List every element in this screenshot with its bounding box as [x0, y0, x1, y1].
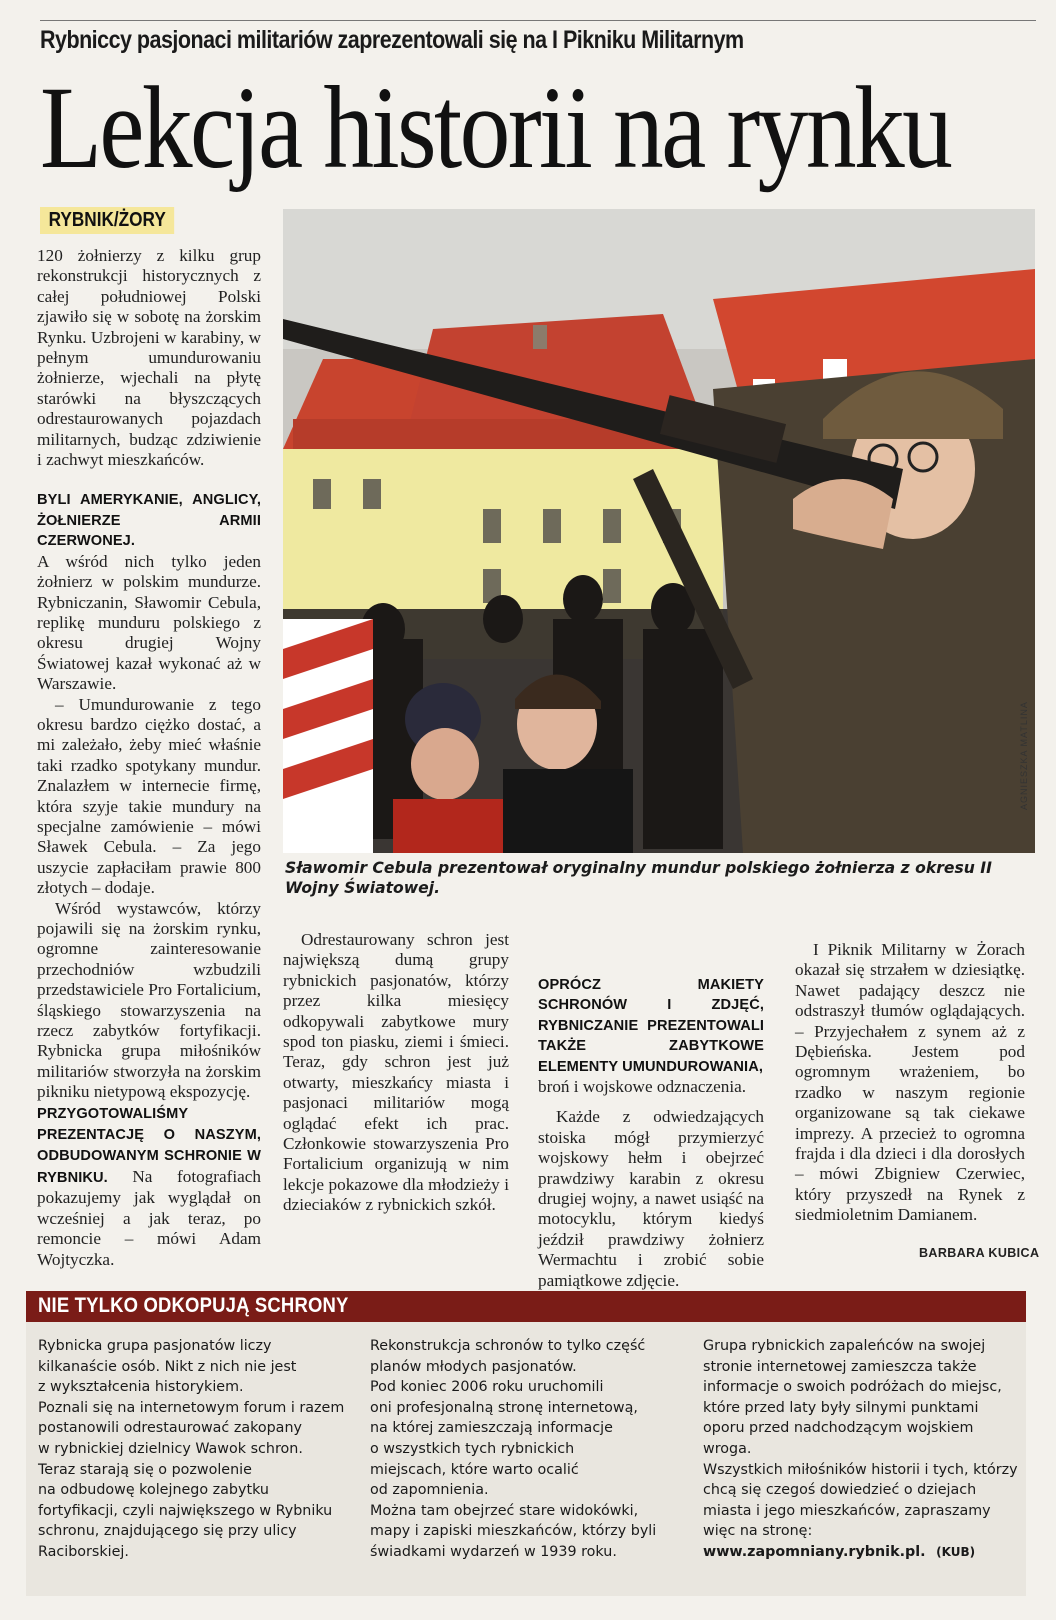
sidebar-line: miejscach, które warto ocalić — [370, 1461, 579, 1478]
website-link[interactable]: www.zapomniany.rybnik.pl. — [703, 1543, 926, 1560]
article-photo — [283, 209, 1035, 853]
body-paragraph: Odrestaurowany schron jest największą dumą grupy rybnickich pasjonatów, którzy przez kilka miesięcy odkopywali zabytkowe mury spod ton piasku, ziemi i śmieci. Teraz, gdy schron jest już otwarty, mieszkańcy miasta i pasjonaci militariów mogą oglądać efekt ich prac. Członkowie stowarzyszenia Pro Fortalicium organizują w nim lekcje pokazowe dla młodzieży i dzieciaków z rybnickich szkół. — [283, 930, 509, 1215]
author-byline: BARBARA KUBICA — [919, 1246, 1040, 1260]
sidebar-line: schronu, znajdującego się przy ulicy — [38, 1523, 297, 1540]
article-column-1 — [37, 246, 261, 1270]
sidebar-line: Teraz starają się o pozwolenie — [38, 1461, 252, 1478]
sidebar-line: oporu przed nadchodzącym wojskiem — [703, 1420, 974, 1437]
article-column-4 — [795, 940, 1025, 1226]
sidebar-line: miasta i jego mieszkańców, zapraszamy — [703, 1502, 991, 1519]
sidebar-line: więc na stronę: — [703, 1523, 813, 1540]
page-title: Lekcja historii na rynku — [40, 62, 951, 193]
top-rule — [40, 20, 1036, 21]
sidebar-line: mapy i zapiski mieszkańców, którzy byli — [370, 1523, 657, 1540]
sidebar-line: na której zamieszczają informacje — [370, 1420, 613, 1437]
body-paragraph: Każde z odwiedzających stoiska mógł przymierzyć wojskowy hełm i obejrzeć prawdziwy karabin z okresu drugiej wojny, a nawet usiąść na motocyklu, którym kiedyś jeździł prawdziwy żołnierz Wermachtu i zrobić sobie pamiątkowe zdjęcie. — [538, 1107, 764, 1290]
location-tag: RYBNIK/ŻORY — [40, 207, 174, 234]
sidebar-line: postanowili odrestaurować zakopany — [38, 1420, 302, 1437]
subhead: BYLI AMERYKANIE, ANGLICY, ŻOŁNIERZE ARMII CZERWONEJ. — [37, 492, 261, 550]
sidebar-line: Wszystkich miłośników historii i tych, którzy — [703, 1461, 1018, 1478]
photo-credit: AGNIESZKA MATLINA — [1019, 701, 1029, 810]
sidebar-signature: (KUB) — [936, 1544, 976, 1559]
sidebar-line: Rybnicka grupa pasjonatów liczy — [38, 1338, 272, 1354]
body-paragraph: Na fotografiach pokazujemy jak wyglądał on wcześniej a jak teraz, po remoncie – mówi Adam Wojtyczka. — [37, 1166, 261, 1269]
sidebar-url-line — [703, 1542, 1018, 1563]
article-column-2 — [283, 930, 509, 1216]
sidebar-line: o wszystkich tych rybnickich — [370, 1440, 575, 1457]
body-paragraph: broń i wojskowe odznaczenia. — [538, 1077, 747, 1097]
sidebar-box-title: NIE TYLKO ODKOPUJĄ SCHRONY — [38, 1294, 349, 1317]
photo-illustration — [283, 209, 1035, 853]
body-paragraph: A wśród nich tylko jeden żołnierz w polskim mundurze. Rybniczanin, Sławomir Cebula, replikę munduru polskiego z okresu drugiej Wojny Światowej kazał wykonać aż w Warszawie. — [37, 551, 261, 694]
sidebar-line: Pod koniec 2006 roku uruchomili — [370, 1379, 604, 1396]
sidebar-line: informacje o swoich podróżach do miejsc, — [703, 1379, 1002, 1396]
sidebar-line: z wykształcenia historykiem. — [38, 1379, 244, 1396]
sidebar-line: Raciborskiej. — [38, 1543, 129, 1560]
sidebar-line: kilkanaście osób. Nikt z nich nie jest — [38, 1358, 297, 1375]
subhead: OPRÓCZ MAKIETY SCHRONÓW I ZDJĘĆ, RYBNICZANIE PREZENTOWALI TAKŻE ZABYTKOWE ELEMENTY UMUNDUROWANIA, — [538, 977, 764, 1075]
body-paragraph: I Piknik Militarny w Żorach okazał się strzałem w dziesiątkę. Nawet padający deszcz nie odstraszył tłumów oglądających. – Przyjechałem z synem aż z Dębieńska. Jestem pod ogromnym wrażeniem, bo rzadko w naszym regionie organizowane są tak ciekawe imprezy. A przecież to ogromna frajda i dla dzieci i dla dorosłych – mówi Zbigniew Czerwiec, który przyszedł na Rynek z siedmioletnim Damianem. — [795, 940, 1025, 1225]
subhead: PRZYGOTOWALIŚMY PREZENTACJĘ O NASZYM, ODBUDOWANYM SCHRONIE W RYBNIKU. — [37, 1105, 261, 1186]
sidebar-line: od zapomnienia. — [370, 1482, 489, 1499]
sidebar-line: które przed laty były silnymi punktami — [703, 1399, 979, 1416]
sidebar-line: stronie internetowej zamieszcza także — [703, 1358, 977, 1375]
body-paragraph: – Umundurowanie z tego okresu bardzo ciężko dostać, a mi zależało, żeby mieć właśnie taki rzadko spotykany mundur. Znalazłem w internecie firmę, która szyje takie mundury na specjalne zamówienie – mówi Sławek Cebula. – Za jego uszycie zapłaciłam prawie 800 złotych – dodaje. — [37, 694, 261, 898]
sidebar-line: wroga. — [703, 1440, 752, 1457]
lead-paragraph: 120 żołnierzy z kilku grup rekonstrukcji historycznych z całej południowej Polski zjawiło się w sobotę na żorskim Rynku. Uzbrojeni w karabiny, w pełnym umundurowaniu żołnierze, wjechali na płytę starówki na błyszczących odrestaurowanych pojazdach militarnych, budząc zdziwienie i zachwyt mieszkańców. — [37, 246, 261, 470]
sidebar-line: Poznali się na internetowym forum i razem — [38, 1399, 345, 1416]
sidebar-line: Rekonstrukcja schronów to tylko część — [370, 1338, 646, 1354]
sidebar-column-2 — [370, 1336, 656, 1563]
sidebar-line: chcą się czegoś dowiedzieć o dziejach — [703, 1482, 977, 1499]
sidebar-column-3 — [703, 1336, 1018, 1563]
sidebar-line: Grupa rybnickich zapaleńców na swojej — [703, 1338, 986, 1354]
article-column-3 — [538, 975, 764, 1291]
sidebar-line: fortyfikacji, czyli największego w Rybniku — [38, 1502, 333, 1519]
sidebar-box-header — [26, 1291, 1026, 1322]
sidebar-line: planów młodych pasjonatów. — [370, 1358, 577, 1375]
sidebar-line: na odbudowę kolejnego zabytku — [38, 1482, 269, 1499]
sidebar-column-1 — [38, 1336, 344, 1563]
photo-caption: Sławomir Cebula prezentował oryginalny mundur polskiego żołnierza z okresu II Wojny Światowej. — [285, 859, 992, 897]
sidebar-line: świadkami wydarzeń w 1939 roku. — [370, 1543, 617, 1560]
body-paragraph: Wśród wystawców, którzy pojawili się na żorskim rynku, ogromne zainteresowanie przechodniów wzbudzili przedstawiciele Pro Fortalicium, śląskiego stowarzyszenia na rzecz zabytków fortyfikacji. Rybnicka grupa miłośników militariów stworzyła na żorskim pikniku nietypową ekspozycję. — [37, 898, 261, 1102]
sidebar-line: oni profesjonalną stronę internetową, — [370, 1399, 638, 1416]
sidebar-line: Można tam obejrzeć stare widokówki, — [370, 1502, 639, 1519]
kicker: Rybniccy pasjonaci militariów zaprezentowali się na I Pikniku Militarnym — [40, 26, 744, 54]
sidebar-line: w rybnickiej dzielnicy Wawok schron. — [38, 1440, 303, 1457]
